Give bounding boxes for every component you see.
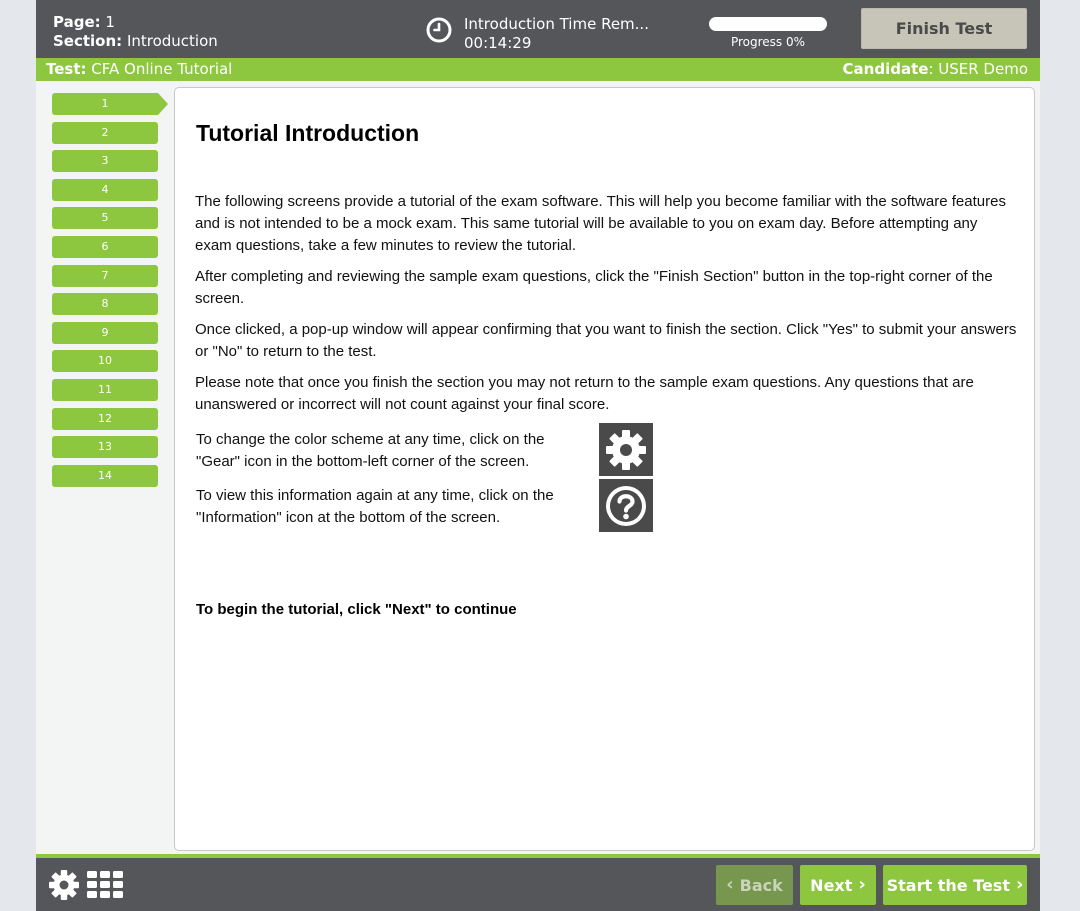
question-nav-item-3[interactable]: 3 <box>52 150 158 172</box>
page-label: Page: <box>53 13 101 31</box>
question-nav-item-12[interactable]: 12 <box>52 408 158 430</box>
question-nav-item-7[interactable]: 7 <box>52 265 158 287</box>
candidate-info <box>843 58 1028 81</box>
question-nav-item-13[interactable]: 13 <box>52 436 158 458</box>
question-nav <box>52 93 168 493</box>
gear-icon <box>599 423 653 476</box>
test-label: Test: <box>46 60 87 78</box>
grid-icon[interactable] <box>87 871 124 899</box>
question-nav-item-6[interactable]: 6 <box>52 236 158 258</box>
question-nav-item-8[interactable]: 8 <box>52 293 158 315</box>
closing-instruction: To begin the tutorial, click "Next" to continue <box>196 601 517 618</box>
page-info <box>53 13 218 51</box>
start-test-button[interactable] <box>883 865 1027 905</box>
page-title: Tutorial Introduction <box>196 120 420 146</box>
question-nav-item-2[interactable]: 2 <box>52 122 158 144</box>
test-info-bar <box>36 58 1040 81</box>
info-note-text: To view this information again at any time, click on the "Information" icon at the bottom of the screen. <box>196 487 554 526</box>
intro-paragraph: Please note that once you finish the section you may not return to the sample exam questions. Any questions that are unanswered or incorrect will not count against your final score. <box>195 374 974 413</box>
help-icon <box>599 479 653 532</box>
chevron-right-icon: › <box>1015 874 1024 895</box>
finish-test-button[interactable]: Finish Test <box>861 8 1027 49</box>
section-label: Section: <box>53 32 123 50</box>
section-name: Introduction <box>126 32 218 50</box>
test-name: CFA Online Tutorial <box>91 60 233 78</box>
test-info <box>46 58 232 81</box>
question-nav-item-5[interactable]: 5 <box>52 207 158 229</box>
gear-icon-glyph <box>604 428 648 472</box>
question-nav-item-1[interactable]: 1 <box>52 93 158 115</box>
progress-bar <box>709 17 827 31</box>
chevron-left-icon: ‹ <box>726 874 734 895</box>
question-nav-item-14[interactable]: 14 <box>52 465 158 487</box>
intro-text <box>195 191 1017 425</box>
candidate-name: : USER Demo <box>928 60 1028 78</box>
next-button[interactable] <box>800 865 876 905</box>
gear-note-text: To change the color scheme at any time, click on the "Gear" icon in the bottom-left corner of the screen. <box>196 431 545 470</box>
next-button-label: Next <box>810 875 853 895</box>
start-test-button-label: Start the Test <box>886 875 1010 895</box>
bottom-bar <box>36 854 1040 911</box>
question-nav-item-11[interactable]: 11 <box>52 379 158 401</box>
back-button[interactable] <box>716 865 793 905</box>
help-icon-glyph <box>603 483 649 529</box>
intro-paragraph: The following screens provide a tutorial of the exam software. This will help you become familiar with the software features and is not intended to be a mock exam. This same tutorial will be available to you on exam day. Before attempting any exam questions, take a few minutes to review the tutorial. <box>195 193 1006 254</box>
timer-title: Introduction Time Rem... <box>464 15 649 33</box>
question-nav-item-9[interactable]: 9 <box>52 322 158 344</box>
top-bar <box>36 0 1040 58</box>
gear-note <box>196 429 656 473</box>
question-nav-item-10[interactable]: 10 <box>52 350 158 372</box>
info-note <box>196 485 656 529</box>
progress-indicator <box>709 17 827 49</box>
candidate-label: Candidate <box>842 60 929 78</box>
page-number: 1 <box>105 13 115 31</box>
timer-value: 00:14:29 <box>464 34 532 52</box>
intro-paragraph: Once clicked, a pop-up window will appear confirming that you want to finish the section. Click "Yes" to submit your answers or "No" to return to the test. <box>195 321 1017 360</box>
content-panel <box>174 87 1035 851</box>
progress-label: Progress 0% <box>730 35 806 49</box>
back-button-label: Back <box>739 875 783 895</box>
app-window <box>36 0 1040 911</box>
clock-icon <box>426 17 452 43</box>
chevron-right-icon: › <box>858 874 866 895</box>
intro-paragraph: After completing and reviewing the sample exam questions, click the "Finish Section" button in the top-right corner of the screen. <box>195 268 993 307</box>
question-nav-item-4[interactable]: 4 <box>52 179 158 201</box>
settings-gear-icon[interactable] <box>48 869 80 901</box>
